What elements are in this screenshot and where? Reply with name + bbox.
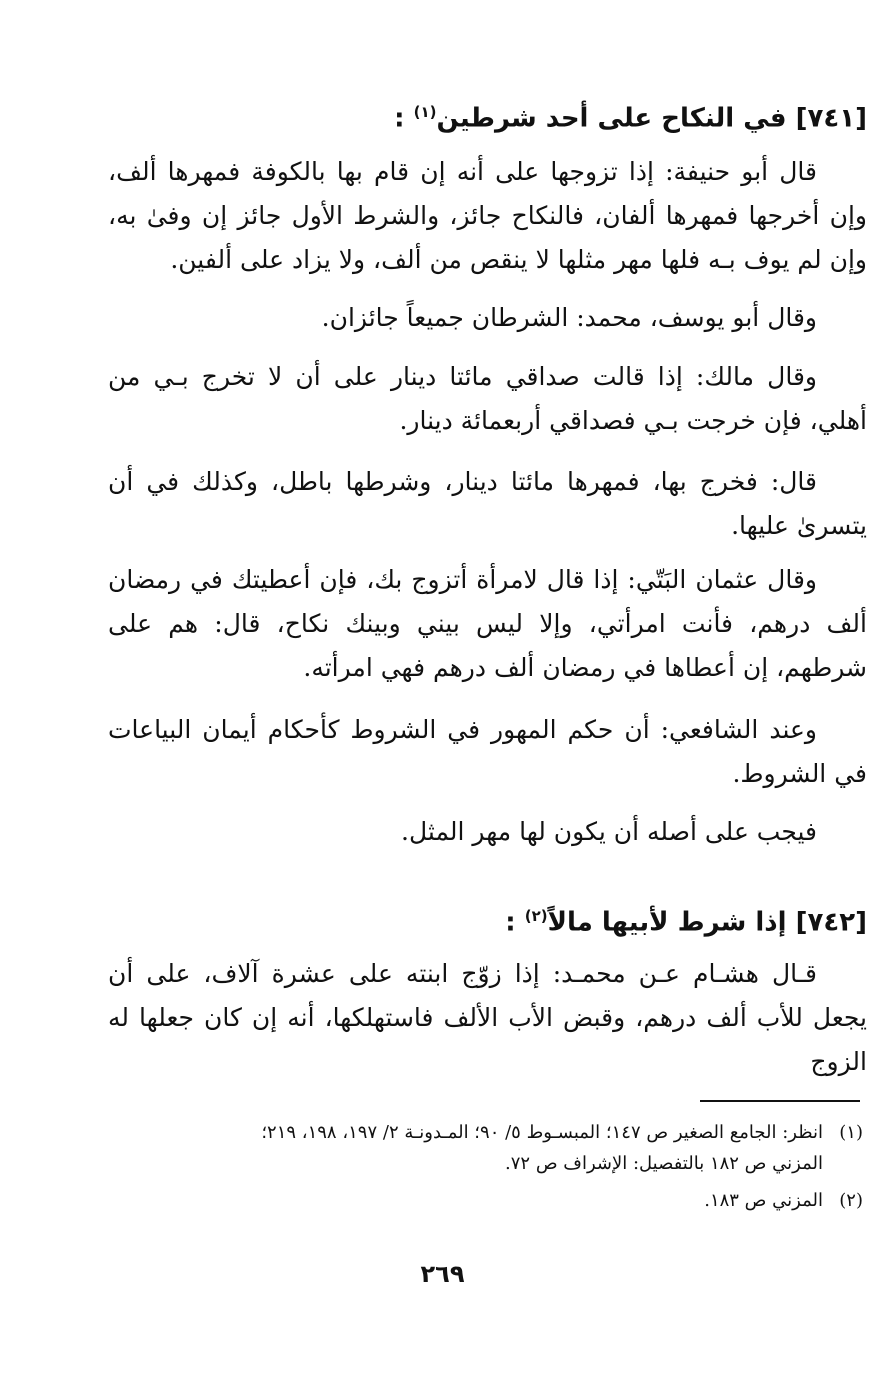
footnote-number: (٢) [839, 1190, 863, 1211]
section-title: في النكاح على أحد شرطين [436, 103, 787, 134]
paragraph-hisham: قـال هشـام عـن محمـد: إذا زوّج ابنته على عشرة آلاف، على أن يجعل للأب ألف درهم، وقبض الأب الألف فاستهلكها، أنه إن كان جعلها له الزوج [108, 959, 867, 1076]
footnote-ref: (١) [413, 103, 437, 121]
footnote-1 [108, 1117, 863, 1179]
page-number: ٢٦٩ [420, 1260, 465, 1288]
footnote-2 [108, 1185, 863, 1216]
heading-colon: : [394, 103, 414, 134]
paragraph-uthman-albatti: وقال عثمان البَتّي: إذا قال لامرأة أتزوج بك، فإن أعطيتك في رمضان ألف درهم، فأنت امرأتي، وإلا ليس بيني وبينك نكاح، قال: هم على شرطهم، إن أعطاها في رمضان ألف درهم فهي امرأته. [108, 565, 867, 682]
footnote-text-continued: المزني ص ١٨٢ بالتفصيل: الإشراف ص ٧٢. [505, 1153, 823, 1174]
section-heading-741 [394, 94, 867, 137]
paragraph-malik: وقال مالك: إذا قالت صداقي مائتا دينار على أن لا تخرج بـي من أهلي، فإن خرجت بـي فصداقي أربعمائة دينار. [108, 362, 867, 435]
footnote-separator [700, 1100, 860, 1102]
paragraph-conclusion: فيجب على أصله أن يكون لها مهر المثل. [401, 817, 817, 846]
heading-colon: : [505, 907, 525, 938]
section-number: [٧٤١] [795, 103, 867, 134]
paragraph-malik-continued: قال: فخرج بها، فمهرها مائتا دينار، وشرطها باطل، وكذلك في أن يتسرىٰ عليها. [108, 467, 867, 540]
paragraph-shafii: وعند الشافعي: أن حكم المهور في الشروط كأحكام أيمان البياعات في الشروط. [108, 715, 867, 788]
section-title: إذا شرط لأبيها مالاً [547, 907, 787, 938]
paragraph-abu-yusuf: وقال أبو يوسف، محمد: الشرطان جميعاً جائزان. [321, 303, 817, 332]
footnote-number: (١) [839, 1122, 863, 1143]
footnote-text: المزني ص ١٨٣. [704, 1190, 823, 1211]
footnote-text: انظر: الجامع الصغير ص ١٤٧؛ المبسـوط ٥/ ٩٠؛ المـدونـة ٢/ ١٩٧، ١٩٨، ٢١٩؛ [261, 1122, 823, 1143]
footnote-ref: (٢) [524, 907, 548, 925]
paragraph-abu-hanifa: قال أبو حنيفة: إذا تزوجها على أنه إن قام بها بالكوفة فمهرها ألف، وإن أخرجها فمهرها ألفان، فالنكاح جائز، والشرط الأول جائز إن وفىٰ به، وإن لم يوف بـه فلها مهر مثلها لا ينقص من ألف، ولا يزاد على ألفين. [108, 157, 867, 274]
section-number: [٧٤٢] [795, 907, 867, 938]
section-heading-742 [505, 898, 867, 941]
